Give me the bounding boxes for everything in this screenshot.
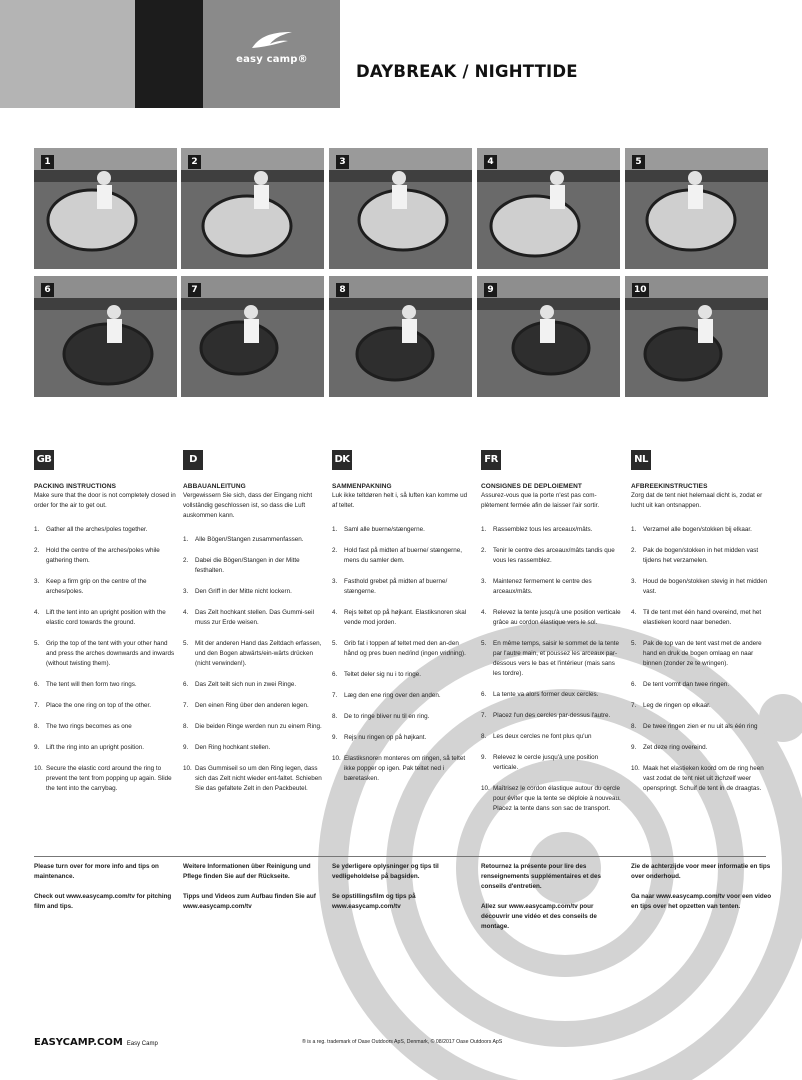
step-text: Grip the top of the tent with your other hand and press the arches downwards and inwards (without twisting them). — [46, 640, 175, 667]
step-text: Das Gummiseil so um den Ring legen, dass sich das Zelt nicht wieder ent-faltet. Schieben Sie das gefaltete Zelt in den Packbeutel. — [195, 765, 322, 792]
step-item — [332, 733, 474, 743]
tent-photo-illustration — [329, 148, 472, 269]
footer-note: Allez sur www.easycamp.com/tv pour découvrir une vidéo et des conseils de montage. — [481, 903, 597, 930]
column-heading: PACKING INSTRUCTIONS — [34, 483, 117, 490]
step-text: Relevez le cercle jusqu'à une position verticale. — [493, 754, 599, 771]
language-column — [34, 450, 176, 805]
tent-photo-illustration — [625, 148, 768, 269]
step-number: 1. — [332, 526, 338, 533]
footer-note: Please turn over for more info and tips on maintenance. — [34, 863, 159, 880]
step-text: Verzamel alle bogen/stokken bij elkaar. — [643, 526, 752, 533]
column-intro: Make sure that the door is not completely closed in order for the air to get out. — [34, 492, 176, 509]
column-heading: ABBAUANLEITUNG — [183, 483, 246, 490]
step-text: Zet deze ring overeind. — [643, 744, 708, 751]
step-number: 3. — [183, 588, 189, 595]
step-text: Rejs nu ringen op på højkant. — [344, 734, 427, 741]
column-intro: Assurez-vous que la porte n'est pas com-plètement fermée afin de laisser l'air sortir. — [481, 492, 600, 509]
step-number: 4. — [481, 609, 487, 616]
step-item — [631, 639, 773, 669]
column-intro: Luk ikke teltdøren helt i, så luften kan komme ud af teltet. — [332, 492, 468, 509]
step-text: Grib fat i toppen af teltet med den an-den hånd og pres buen ned/ind (ingen vridning). — [344, 640, 466, 657]
step-number: 4. — [183, 609, 189, 616]
step-number-badge: 10 — [634, 285, 647, 295]
step-text: Placez l'un des cercles par-dessus l'autre. — [493, 712, 611, 719]
step-number: 5. — [34, 640, 40, 647]
column-heading: CONSIGNES DE DEPLOIEMENT — [481, 483, 582, 490]
step-text: Teltet deler sig nu i to ringe. — [344, 671, 422, 678]
step-number: 7. — [481, 712, 487, 719]
step-photo — [625, 148, 768, 269]
step-text: Elastiksnoren monteres om ringen, så teltet ikke popper op igen. Pak teltet ned i bæretasken. — [344, 755, 466, 782]
step-item — [183, 680, 325, 690]
step-number: 6. — [183, 681, 189, 688]
step-text: La tente va alors former deux cercles. — [493, 691, 599, 698]
step-number: 9. — [631, 744, 637, 751]
step-item — [631, 722, 773, 732]
step-item — [34, 764, 176, 794]
bird-icon — [250, 30, 294, 52]
step-text: Les deux cercles ne font plus qu'un — [493, 733, 592, 740]
column-footer — [34, 862, 176, 922]
column-intro: Vergewissern Sie sich, dass der Eingang nicht vollständig geschlossen ist, so dass die Luft auskommen kann. — [183, 492, 313, 519]
footer-note: Se yderligere oplysninger og tips til vedligeholdelse på bagsiden. — [332, 863, 439, 880]
step-number: 10. — [481, 785, 490, 792]
step-number: 1. — [481, 526, 487, 533]
step-text: The two rings becomes as one — [46, 723, 132, 730]
step-text: Saml alle buerne/stængerne. — [344, 526, 425, 533]
step-number: 3. — [481, 578, 487, 585]
tent-photo-illustration — [477, 148, 620, 269]
tent-photo-illustration — [181, 148, 324, 269]
step-item — [332, 546, 474, 566]
step-item — [183, 535, 325, 545]
step-number: 5. — [481, 640, 487, 647]
step-number: 4. — [631, 609, 637, 616]
language-badge: DK — [332, 450, 352, 470]
step-item — [183, 722, 325, 732]
column-footer — [631, 862, 773, 922]
step-text: Das Zelt hochkant stellen. Das Gummi-seil muss zur Erde weisen. — [195, 609, 314, 626]
language-badge: GB — [34, 450, 54, 470]
step-number: 2. — [332, 547, 338, 554]
step-number: 1. — [631, 526, 637, 533]
step-number: 3. — [332, 578, 338, 585]
step-number: 7. — [34, 702, 40, 709]
step-number: 4. — [34, 609, 40, 616]
step-text: Gather all the arches/poles together. — [46, 526, 148, 533]
step-text: Alle Bögen/Stangen zusammenfassen. — [195, 536, 304, 543]
step-text: Lift the ring into an upright position. — [46, 744, 145, 751]
tent-photo-illustration — [477, 276, 620, 397]
step-number: 9. — [34, 744, 40, 751]
step-number-badge: 2 — [188, 155, 201, 169]
step-number: 6. — [631, 681, 637, 688]
step-photo — [181, 148, 324, 269]
footer-note: Weitere Informationen über Reinigung und Pflege finden Sie auf der Rückseite. — [183, 863, 311, 880]
step-text: Dabei die Bögen/Stangen in der Mitte festhalten. — [195, 557, 300, 574]
step-text: Relevez la tente jusqu'à une position verticale grâce au cordon élastique vers le sol. — [493, 609, 621, 626]
step-text: Den einen Ring über den anderen legen. — [195, 702, 309, 709]
footer-note: Se opstillingsfilm og tips på www.easycamp.com/tv — [332, 893, 416, 910]
step-item — [481, 639, 623, 679]
step-number: 5. — [631, 640, 637, 647]
website-label: EASYCAMP.COM — [34, 1037, 123, 1048]
tent-photo-illustration — [181, 276, 324, 397]
step-item — [332, 712, 474, 722]
step-number: 5. — [183, 640, 189, 647]
step-number: 7. — [631, 702, 637, 709]
step-number: 9. — [183, 744, 189, 751]
column-footer — [183, 862, 325, 922]
step-number: 8. — [183, 723, 189, 730]
header-block-dark — [135, 0, 203, 108]
step-text: Keep a firm grip on the centre of the arches/poles. — [46, 578, 147, 595]
steps-list — [332, 525, 474, 784]
step-photo — [477, 148, 620, 269]
steps-list — [481, 525, 623, 814]
step-text: Den Griff in der Mitte nicht lockern. — [195, 588, 292, 595]
steps-list — [631, 525, 773, 794]
step-item — [631, 680, 773, 690]
language-badge: D — [183, 450, 203, 470]
easy-camp-logo — [222, 30, 322, 76]
step-text: En même temps, saisir le sommet de la tente par l'autre main, et poussez les arceaux par-dessous vers le bas et l'intérieur (mais sans les tordre). — [493, 640, 619, 677]
step-photo — [625, 276, 768, 397]
step-number: 3. — [34, 578, 40, 585]
step-item — [481, 546, 623, 566]
step-item — [481, 690, 623, 700]
step-number-badge: 1 — [41, 155, 54, 169]
step-number: 7. — [183, 702, 189, 709]
step-text: De to ringe bliver nu til en ring. — [344, 713, 430, 720]
step-number: 4. — [332, 609, 338, 616]
step-item — [481, 608, 623, 628]
step-text: Tenir le centre des arceaux/mâts tandis que vous les rassemblez. — [493, 547, 615, 564]
footer-note: Check out www.easycamp.com/tv for pitching film and tips. — [34, 893, 172, 910]
step-number: 1. — [34, 526, 40, 533]
language-badge: FR — [481, 450, 501, 470]
step-text: Læg den ene ring over den anden. — [344, 692, 441, 699]
step-number-badge: 5 — [632, 155, 645, 169]
step-text: De tent vormt dan twee ringen. — [643, 681, 730, 688]
step-item — [34, 546, 176, 566]
step-item — [34, 701, 176, 711]
column-footer — [332, 862, 474, 922]
step-number: 2. — [34, 547, 40, 554]
step-item — [34, 639, 176, 669]
step-text: Pak de bogen/stokken in het midden vast tijdens het verzamelen. — [643, 547, 759, 564]
tent-photo-illustration — [34, 148, 177, 269]
step-item — [183, 608, 325, 628]
step-number: 3. — [631, 578, 637, 585]
step-text: Maîtrisez le cordon élastique autour du cercle pour éviter que la tente se déploie à nouveau. Placez la tente dans son sac de transport. — [493, 785, 621, 812]
step-item — [332, 608, 474, 628]
step-number-badge: 7 — [188, 283, 201, 297]
steps-list — [183, 535, 325, 794]
step-item — [183, 587, 325, 597]
step-number: 2. — [631, 547, 637, 554]
step-item — [481, 711, 623, 721]
step-item — [183, 743, 325, 753]
step-text: Houd de bogen/stokken stevig in het midden vast. — [643, 578, 768, 595]
step-number: 6. — [481, 691, 487, 698]
step-number: 10. — [34, 765, 43, 772]
step-item — [332, 691, 474, 701]
step-item — [332, 525, 474, 535]
step-photo — [34, 276, 177, 397]
step-text: Leg de ringen op elkaar. — [643, 702, 711, 709]
step-photo — [329, 276, 472, 397]
steps-list — [34, 525, 176, 794]
step-item — [183, 639, 325, 669]
step-text: Mit der anderen Hand das Zeltdach erfassen, und den Bogen abwärts/ein-wärts drücken (nicht verwinden!). — [195, 640, 322, 667]
step-photo — [34, 148, 177, 269]
step-number: 10. — [183, 765, 192, 772]
step-item — [34, 680, 176, 690]
step-item — [332, 670, 474, 680]
step-text: Maak het elastieken koord om de ring heen vast zodat de tent niet uit zichzelf weer openspringt. Schuif de tent in de draagtas. — [643, 765, 764, 792]
step-number: 1. — [183, 536, 189, 543]
step-photo — [477, 276, 620, 397]
step-number: 8. — [631, 723, 637, 730]
footer-note: Tipps und Videos zum Aufbau finden Sie auf www.easycamp.com/tv — [183, 893, 316, 910]
step-number: 2. — [481, 547, 487, 554]
step-number-badge: 8 — [336, 283, 349, 297]
logo-wordmark: easy camp® — [236, 54, 308, 65]
step-text: Das Zelt teilt sich nun in zwei Ringe. — [195, 681, 297, 688]
step-text: Rassemblez tous les arceaux/mâts. — [493, 526, 593, 533]
step-number: 9. — [332, 734, 338, 741]
step-item — [332, 639, 474, 659]
step-number: 9. — [481, 754, 487, 761]
step-number: 10. — [332, 755, 341, 762]
header-block-light — [0, 0, 135, 108]
step-text: Pak de top van de tent vast met de andere hand en druk de bogen omlaag en naar binnen (zonder ze te wringen). — [643, 640, 762, 667]
section-divider — [34, 856, 766, 857]
step-text: Place the one ring on top of the other. — [46, 702, 152, 709]
footer-note: Zie de achterzijde voor meer informatie en tips over onderhoud. — [631, 863, 771, 880]
step-text: Hold fast på midten af buerne/ stængerne, mens du samler dem. — [344, 547, 462, 564]
language-badge: NL — [631, 450, 651, 470]
step-number-badge: 3 — [336, 155, 349, 169]
step-photo — [181, 276, 324, 397]
step-item — [481, 577, 623, 597]
step-number: 2. — [183, 557, 189, 564]
step-item — [332, 754, 474, 784]
step-number: 8. — [481, 733, 487, 740]
step-item — [631, 577, 773, 597]
step-item — [631, 764, 773, 794]
step-item — [34, 722, 176, 732]
language-column — [332, 450, 474, 795]
step-number: 10. — [631, 765, 640, 772]
step-text: Maintenez fermement le centre des arceaux/mâts. — [493, 578, 592, 595]
step-item — [631, 525, 773, 535]
step-item — [34, 743, 176, 753]
tent-photo-illustration — [329, 276, 472, 397]
step-item — [332, 577, 474, 597]
step-number-badge: 6 — [41, 283, 54, 297]
step-number: 8. — [332, 713, 338, 720]
column-footer — [481, 862, 623, 942]
step-item — [481, 784, 623, 814]
step-text: Secure the elastic cord around the ring to prevent the tent from popping up again. Slide the tent into the carrybag. — [46, 765, 172, 792]
step-item — [183, 556, 325, 576]
language-column — [631, 450, 773, 805]
step-number: 6. — [34, 681, 40, 688]
step-text: De twee ringen zien er nu uit als één ring — [643, 723, 758, 730]
step-number-badge: 4 — [484, 155, 497, 169]
step-text: Den Ring hochkant stellen. — [195, 744, 271, 751]
step-number-badge: 9 — [484, 283, 497, 297]
column-heading: AFBREEKINSTRUCTIES — [631, 483, 708, 490]
step-item — [34, 577, 176, 597]
brand-sub-label: Easy Camp — [126, 1041, 158, 1047]
language-column — [183, 450, 325, 805]
footer-note: Retournez la présente pour lire des renseignements supplémentaires et des conseils d'entretien. — [481, 863, 602, 890]
step-item — [481, 732, 623, 742]
step-text: Rejs teltet op på højkant. Elastiksnoren skal vende mod jorden. — [344, 609, 467, 626]
page-title: DAYBREAK / NIGHTTIDE — [356, 62, 578, 81]
step-item — [183, 764, 325, 794]
step-item — [631, 743, 773, 753]
step-item — [34, 525, 176, 535]
step-item — [631, 546, 773, 566]
step-text: The tent will then form two rings. — [46, 681, 137, 688]
step-item — [631, 701, 773, 711]
column-intro: Zorg dat de tent niet helemaal dicht is, zodat er lucht uit kan ontsnappen. — [631, 492, 763, 509]
footer-note: Ga naar www.easycamp.com/tv voor een video en tips over het opzetten van tenten. — [631, 893, 772, 910]
step-number: 5. — [332, 640, 338, 647]
step-photo — [329, 148, 472, 269]
step-number: 8. — [34, 723, 40, 730]
step-text: Fasthold grebet på midten af buerne/ stængerne. — [344, 578, 448, 595]
step-number: 6. — [332, 671, 338, 678]
tent-photo-illustration — [34, 276, 177, 397]
step-text: Die beiden Ringe werden nun zu einem Ring. — [195, 723, 322, 730]
copyright-notice: ® is a reg. trademark of Oase Outdoors ApS, Denmark, © 08/2017 Oase Outdoors ApS — [302, 1039, 503, 1045]
step-item — [34, 608, 176, 628]
language-column — [481, 450, 623, 825]
column-heading: SAMMENPAKNING — [332, 483, 392, 490]
step-item — [481, 525, 623, 535]
step-text: Lift the tent into an upright position with the elastic cord towards the ground. — [46, 609, 166, 626]
step-item — [631, 608, 773, 628]
step-item — [183, 701, 325, 711]
step-number: 7. — [332, 692, 338, 699]
step-text: Til de tent met één hand overeind, met het elastieken koord naar beneden. — [643, 609, 762, 626]
website-brand — [34, 1037, 158, 1048]
step-item — [481, 753, 623, 773]
step-text: Hold the centre of the arches/poles while gathering them. — [46, 547, 160, 564]
